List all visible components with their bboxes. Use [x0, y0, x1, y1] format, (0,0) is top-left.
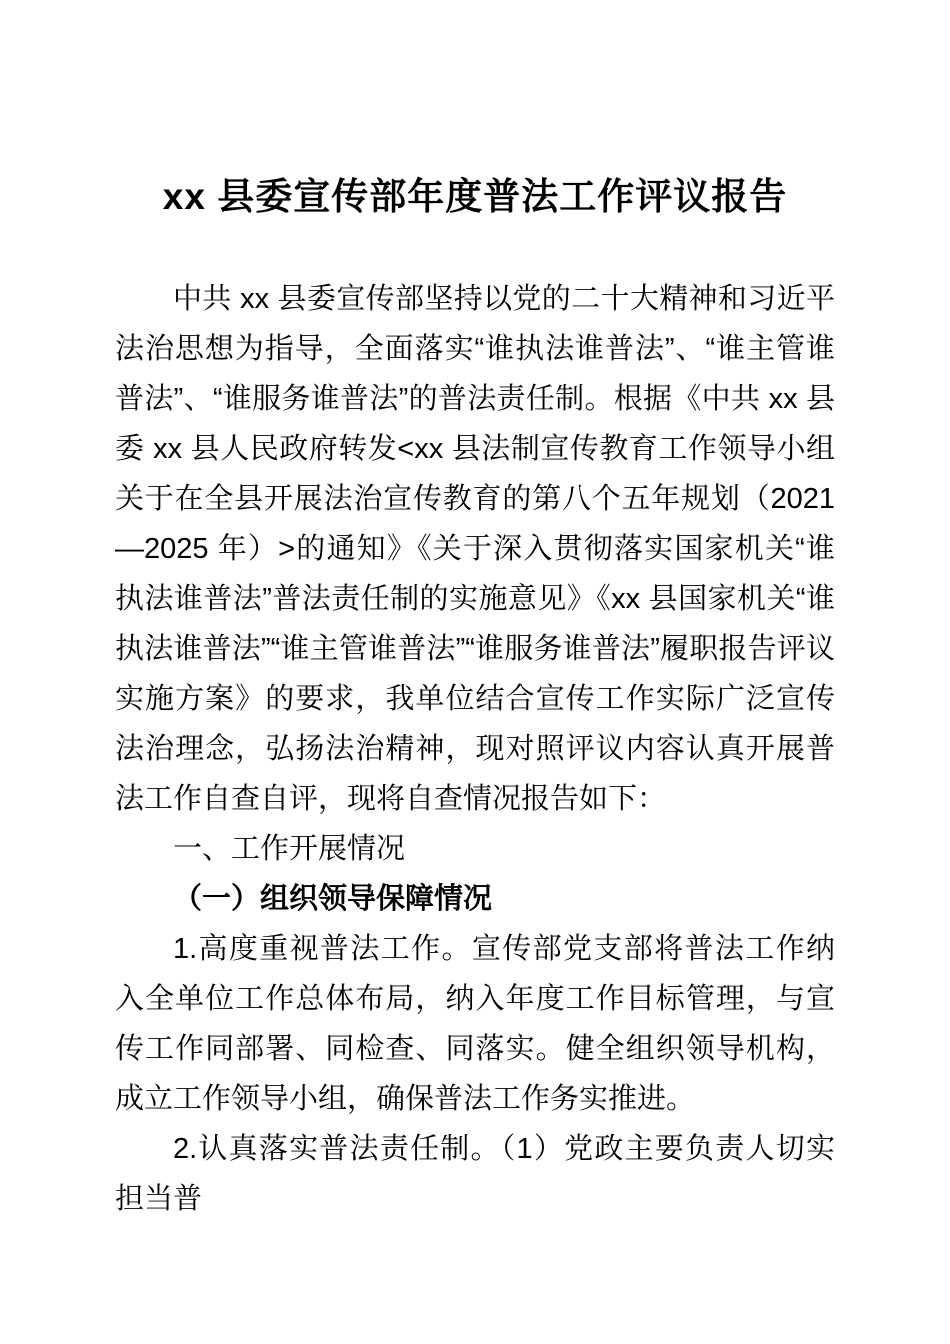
section-1-heading: 一、工作开展情况	[173, 833, 406, 865]
paragraph-item-2: 2.认真落实普法责任制。（1）党政主要负责人切实担当普	[115, 1133, 835, 1215]
paragraph-intro: 中共 xx 县委宣传部坚持以党的二十大精神和习近平法治思想为指导，全面落实“谁执法谁普法”、“谁主管谁普法”、“谁服务谁普法”的普法责任制。根据《中共 xx 县委 xx 县人民政府转发<xx 县法制宣传教育工作领导小组关于在全县开展法治宣传教育的第八个五年规划（2021—2025 年）>的通知》《关于深入贯彻落实国家机关“谁执法谁普法”普法责任制的实施意见》《xx 县国家机关“谁执法谁普法”“谁主管谁普法”“谁服务谁普法”履职报告评议实施方案》的要求，我单位结合宣传工作实际广泛宣传法治理念，弘扬法治精神，现对照评议内容认真开展普法工作自查自评，现将自查情况报告如下：	[115, 283, 835, 815]
paragraph-item-1: 1.高度重视普法工作。宣传部党支部将普法工作纳入全单位工作总体布局，纳入年度工作目标管理，与宣传工作同部署、同检查、同落实。健全组织领导机构，成立工作领导小组，确保普法工作务实推进。	[115, 933, 835, 1115]
document-title: xx 县委宣传部年度普法工作评议报告	[162, 176, 788, 217]
subsection-1-1-heading: （一）组织领导保障情况	[173, 883, 493, 915]
